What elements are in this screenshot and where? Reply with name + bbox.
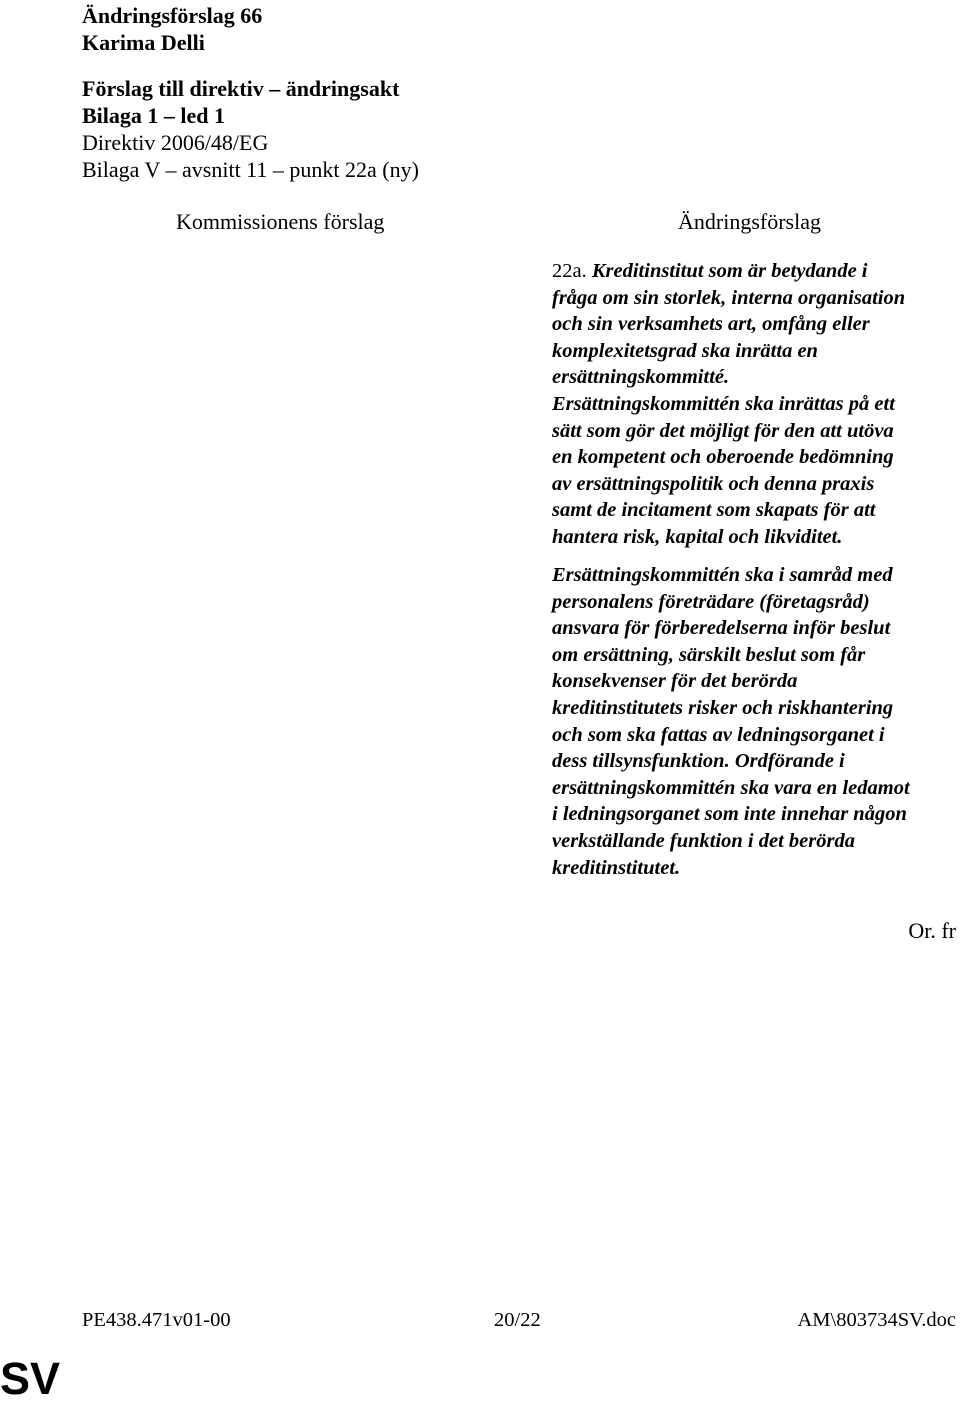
amendment-line: i ledningsorganet som inte innehar någon — [552, 803, 907, 826]
amendment-line: ersättningskommittén ska vara en ledamot — [552, 776, 910, 799]
amendment-line: fråga om sin storlek, interna organisation — [552, 286, 906, 309]
amendment-line: kreditinstitutet. — [552, 856, 681, 879]
amendment-line: komplexitetsgrad ska inrätta en — [552, 339, 818, 362]
amendment-line: och som ska fattas av ledningsorganet i — [552, 723, 885, 746]
amendment-line — [552, 258, 958, 285]
amendment-line: och sin verksamhets art, omfång eller — [552, 313, 870, 336]
commission-proposal-heading: Kommissionens förslag — [176, 209, 385, 234]
amendment-heading: Ändringsförslag — [678, 209, 821, 234]
amendment-text: Kreditinstitut som är betydande i — [586, 260, 868, 282]
author-name: Karima Delli — [82, 30, 205, 55]
amendment-line: verkställande funktion i det berörda — [552, 829, 855, 852]
proposal-title: Förslag till direktiv – ändringsakt — [82, 76, 400, 101]
amendment-line: personalens företrädare (företagsråd) — [552, 590, 870, 613]
language-code: SV — [0, 1353, 61, 1404]
amendment-line: Ersättningskommittén ska i samråd med — [552, 564, 893, 586]
original-language-note: Or. fr — [908, 918, 956, 943]
amendment-paragraph-2 — [552, 562, 958, 881]
amendment-line: av ersättningspolitik och denna praxis — [552, 472, 875, 495]
directive-reference: Direktiv 2006/48/EG — [82, 130, 269, 155]
footer-reference: PE438.471v01-00 — [82, 1309, 231, 1331]
amendment-line: hantera risk, kapital och likviditet. — [552, 525, 843, 548]
amendment-line: Ersättningskommittén ska inrättas på ett — [552, 392, 895, 415]
amendment-line: ansvara för förberedelserna inför beslut — [552, 617, 891, 640]
article-reference: Bilaga 1 – led 1 — [82, 103, 226, 128]
amendment-line: konsekvenser för det berörda — [552, 670, 798, 693]
section-reference: Bilaga V – avsnitt 11 – punkt 22a (ny) — [82, 157, 419, 182]
footer-document-id: AM\803734SV.doc — [797, 1309, 956, 1331]
amendment-line: ersättningskommitté. — [552, 366, 730, 389]
amendment-number: Ändringsförslag 66 — [82, 3, 263, 28]
amendment-line: om ersättning, särskilt beslut som får — [552, 643, 866, 666]
amendment-line: dess tillsynsfunktion. Ordförande i — [552, 750, 845, 773]
amendment-line: samt de incitament som skapats för att — [552, 499, 876, 522]
point-number: 22a. — [552, 260, 587, 282]
amendment-line: en kompetent och oberoende bedömning — [552, 446, 894, 469]
footer-page-number: 20/22 — [494, 1309, 541, 1331]
amendment-paragraph-1 — [552, 258, 958, 551]
amendment-line: kreditinstitutets risker och riskhantering — [552, 696, 894, 719]
amendment-line: sätt som gör det möjligt för den att utöva — [552, 419, 894, 442]
